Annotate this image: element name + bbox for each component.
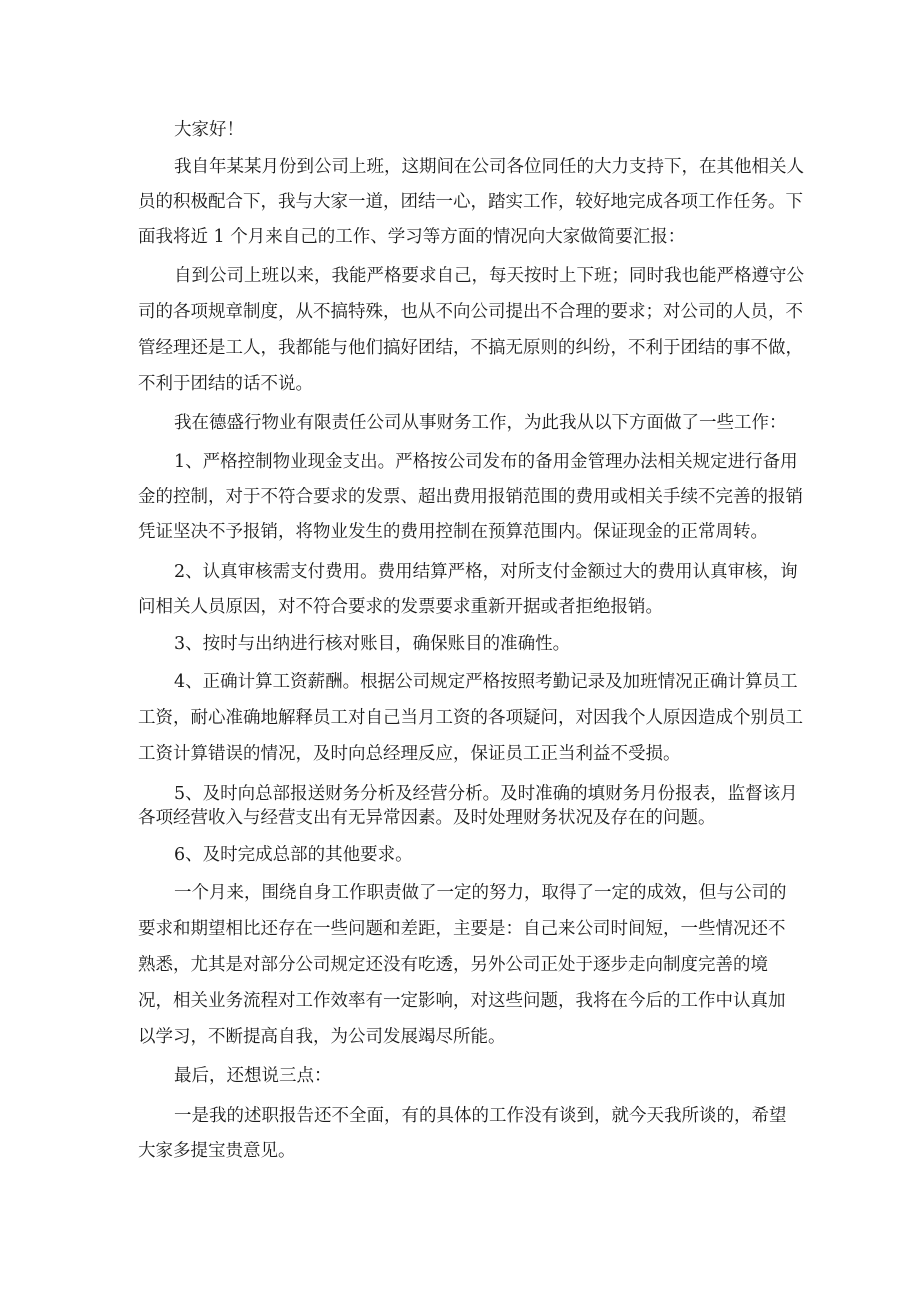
list-item-line: 6、及时完成总部的其他要求。 bbox=[174, 845, 413, 865]
text-line: 最后，还想说三点： bbox=[174, 1066, 332, 1086]
text-line: 管经理还是工人，我都能与他们搞好团结，不搞无原则的纠纷，不利于团结的事不做， bbox=[138, 338, 803, 358]
list-item-line: 4、正确计算工资薪酬。根据公司规定严格按照考勤记录及加班情况正确计算员工 bbox=[174, 672, 798, 692]
list-item-line: 5、及时向总部报送财务分析及经营分析。及时准确的填财务月份报表，监督该月 bbox=[174, 784, 798, 804]
text-line: 要求和期望相比还存在一些问题和差距，主要是：自己来公司时间短，一些情况还不 bbox=[138, 919, 786, 939]
text-line: 一个月来，围绕自身工作职责做了一定的努力，取得了一定的成效，但与公司的 bbox=[174, 883, 787, 903]
text-line: 工资计算错误的情况，及时向总经理反应，保证员工正当利益不受损。 bbox=[138, 744, 681, 764]
text-line: 问相关人员原因，对不符合要求的发票要求重新开据或者拒绝报销。 bbox=[138, 597, 663, 617]
list-item-line: 2、认真审核需支付费用。费用结算严格，对所支付金额过大的费用认真审核，询 bbox=[174, 562, 798, 582]
text-line: 熟悉，尤其是对部分公司规定还没有吃透，另外公司正处于逐步走向制度完善的境 bbox=[138, 955, 768, 975]
text-line: 凭证坚决不予报销，将物业发生的费用控制在预算范围内。保证现金的正常周转。 bbox=[138, 522, 768, 542]
text-line: 司的各项规章制度，从不搞特殊，也从不向公司提出不合理的要求；对公司的人员，不 bbox=[138, 302, 803, 322]
text-line: 况，相关业务流程对工作效率有一定影响，对这些问题，我将在今后的工作中认真加 bbox=[138, 991, 786, 1011]
text-line: 我在德盛行物业有限责任公司从事财务工作，为此我从以下方面做了一些工作： bbox=[174, 413, 787, 433]
text-line: 我自年某某月份到公司上班，这期间在公司各位同任的大力支持下，在其他相关人 bbox=[174, 157, 804, 177]
greeting-line: 大家好！ bbox=[174, 120, 244, 140]
text-line: 以学习，不断提高自我，为公司发展竭尽所能。 bbox=[138, 1027, 506, 1047]
text-line: 自到公司上班以来，我能严格要求自己，每天按时上下班；同时我也能严格遵守公 bbox=[174, 266, 804, 286]
text-line: 不利于团结的话不说。 bbox=[138, 374, 313, 394]
text-line: 工资，耐心准确地解释员工对自己当月工资的各项疑问，对因我个人原因造成个别员工 bbox=[138, 708, 803, 728]
text-line: 一是我的述职报告还不全面，有的具体的工作没有谈到，就今天我所谈的，希望 bbox=[174, 1106, 787, 1126]
text-line: 大家多提宝贵意见。 bbox=[138, 1141, 296, 1161]
list-item-line: 1、严格控制物业现金支出。严格按公司发布的备用金管理办法相关规定进行备用 bbox=[174, 452, 798, 472]
text-line: 面我将近 1 个月来自己的工作、学习等方面的情况向大家做简要汇报： bbox=[138, 227, 686, 247]
text-line: 各项经营收入与经营支出有无异常因素。及时处理财务状况及存在的问题。 bbox=[138, 808, 716, 828]
text-line: 员的积极配合下，我与大家一道，团结一心，踏实工作，较好地完成各项工作任务。下 bbox=[138, 192, 803, 212]
text-line: 金的控制，对于不符合要求的发票、超出费用报销范围的费用或相关手续不完善的报销 bbox=[138, 487, 803, 507]
list-item-line: 3、按时与出纳进行核对账目，确保账目的准确性。 bbox=[174, 634, 571, 654]
